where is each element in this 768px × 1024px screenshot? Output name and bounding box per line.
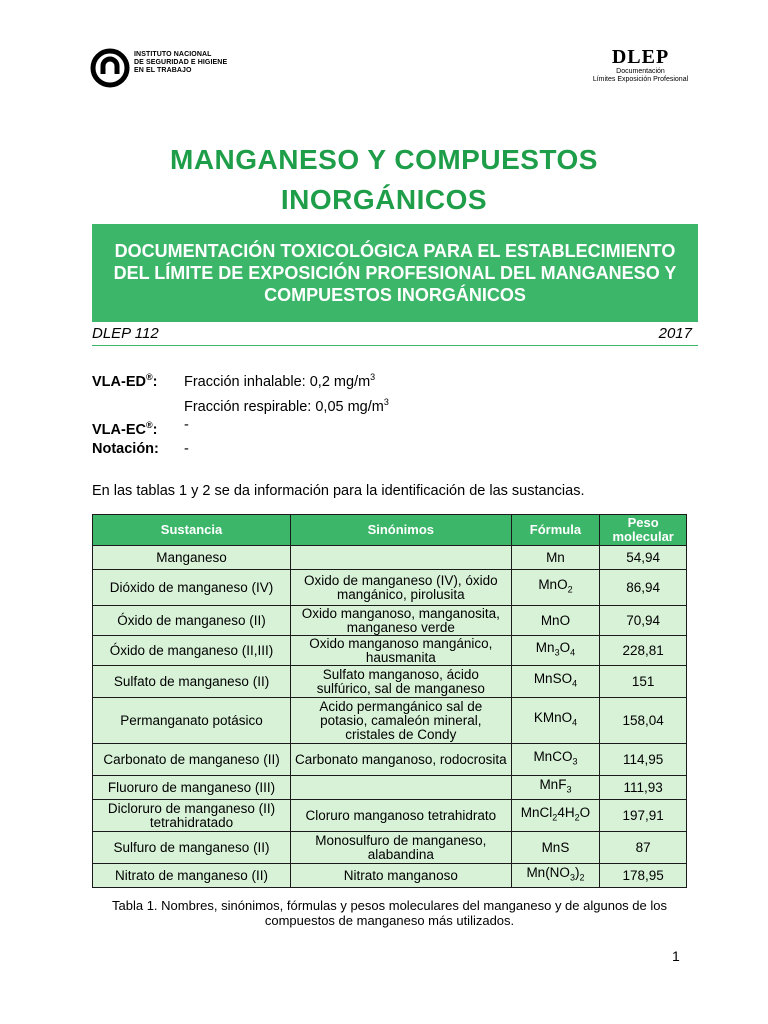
- formula-part: Mn: [546, 549, 565, 565]
- formula-part: MnF: [539, 777, 567, 793]
- cell-peso: 70,94: [600, 606, 687, 636]
- cell-formula: [511, 864, 600, 888]
- cell-formula: [511, 776, 600, 800]
- formula-subscript: 3: [566, 784, 572, 795]
- vla-ec-value: -: [184, 417, 189, 433]
- vla-ec-label: VLA-EC®:: [92, 420, 158, 438]
- formula-subscript: 3: [569, 872, 575, 883]
- cell-formula: [511, 744, 600, 776]
- formula-part: O: [579, 805, 591, 821]
- cell-sustancia: Óxido de manganeso (II,III): [93, 636, 291, 666]
- formula-part: Mn(NO: [526, 865, 570, 881]
- table-header-row: [93, 515, 687, 546]
- cell-peso: 111,93: [600, 776, 687, 800]
- cell-peso: 158,04: [600, 698, 687, 744]
- formula-part: MnS: [541, 839, 570, 855]
- cell-peso: 54,94: [600, 546, 687, 570]
- cell-sinonimos: Acido permangánico sal de potasio, camaleón mineral, cristales de Condy: [291, 698, 512, 744]
- cell-sinonimos: Oxido manganoso mangánico, hausmanita: [291, 636, 512, 666]
- substances-table: [92, 514, 687, 888]
- formula-part: KMnO: [533, 710, 573, 726]
- table-row: [93, 666, 687, 698]
- cell-sustancia: Carbonato de manganeso (II): [93, 744, 291, 776]
- doc-code: DLEP 112: [92, 325, 159, 342]
- vla-ed-label: VLA-ED®:: [92, 372, 158, 390]
- cell-formula: [511, 570, 600, 606]
- cell-peso: 178,95: [600, 864, 687, 888]
- insht-logo: [90, 46, 230, 90]
- cell-sustancia: Dicloruro de manganeso (II) tetrahidratado: [93, 800, 291, 832]
- table-row: [93, 606, 687, 636]
- subtitle-banner: [92, 224, 698, 322]
- cell-formula: [511, 800, 600, 832]
- dlep-mark: DLEP: [611, 46, 670, 68]
- cell-sinonimos: Monosulfuro de manganeso, alabandina: [291, 832, 512, 864]
- table-row: [93, 800, 687, 832]
- formula-part: O: [559, 640, 571, 656]
- formula-subscript: 2: [552, 812, 558, 823]
- table-row: [93, 698, 687, 744]
- cell-peso: 151: [600, 666, 687, 698]
- insht-logo-icon: [90, 48, 130, 88]
- dlep-logo: [578, 46, 703, 92]
- cell-formula: [511, 636, 600, 666]
- document-title: MANGANESO Y COMPUESTOS INORGÁNICOS: [170, 144, 598, 215]
- cell-sustancia: Sulfuro de manganeso (II): [93, 832, 291, 864]
- header-sinonimos: Sinónimos: [291, 515, 512, 546]
- doc-year: 2017: [658, 325, 692, 342]
- formula-part: ): [574, 865, 580, 881]
- cell-sinonimos: [291, 546, 512, 570]
- cell-sustancia: Manganeso: [93, 546, 291, 570]
- cell-sustancia: Fluoruro de manganeso (III): [93, 776, 291, 800]
- cell-sustancia: Nitrato de manganeso (II): [93, 864, 291, 888]
- formula-subscript: 3: [554, 647, 560, 658]
- dlep-sub-1: Documentación: [616, 68, 665, 75]
- cell-formula: [511, 546, 600, 570]
- formula-subscript: 4: [570, 647, 576, 658]
- formula-part: MnSO: [533, 671, 573, 687]
- page-number: 1: [672, 948, 680, 964]
- cell-formula: [511, 698, 600, 744]
- formula-subscript: 3: [572, 756, 578, 767]
- table-row: [93, 832, 687, 864]
- formula-subscript: 4: [572, 678, 578, 689]
- vla-ed-respirable: Fracción respirable: 0,05 $mg/m^3$: [184, 397, 389, 415]
- cell-formula: [511, 666, 600, 698]
- insht-name: INSTITUTO NACIONAL DE SEGURIDAD E HIGIENE EN EL TRABAJO: [134, 51, 228, 74]
- formula-part: MnCO: [533, 749, 573, 765]
- formula-part: MnCl: [520, 805, 553, 821]
- cell-sinonimos: Nitrato manganoso: [291, 864, 512, 888]
- formula-subscript: 2: [567, 584, 573, 595]
- notacion-value: -: [184, 441, 189, 457]
- vla-ed-inhalable: Fracción inhalable: 0,2 $mg/m^3$: [184, 372, 376, 390]
- formula-subscript: 2: [574, 812, 580, 823]
- cell-sinonimos: Cloruro manganoso tetrahidrato: [291, 800, 512, 832]
- header-sustancia: Sustancia: [93, 515, 291, 546]
- table-caption: Tabla 1. Nombres, sinónimos, fórmulas y pesos moleculares del manganeso y de algunos de los compuestos de manganeso más utilizados.: [112, 898, 667, 928]
- cell-peso: 197,91: [600, 800, 687, 832]
- cell-sinonimos: Oxido de manganeso (IV), óxido mangánico, pirolusita: [291, 570, 512, 606]
- cell-sinonimos: Sulfato manganoso, ácido sulfúrico, sal de manganeso: [291, 666, 512, 698]
- dlep-sub-2: Límites Exposición Profesional: [592, 76, 689, 83]
- cell-peso: 114,95: [600, 744, 687, 776]
- formula-subscript: 2: [579, 872, 585, 883]
- header-peso: Peso molecular: [600, 515, 687, 546]
- cell-sustancia: Sulfato de manganeso (II): [93, 666, 291, 698]
- cell-formula: [511, 606, 600, 636]
- doc-code-row: [92, 323, 698, 346]
- table-row: [93, 546, 687, 570]
- cell-sustancia: Dióxido de manganeso (IV): [93, 570, 291, 606]
- cell-sustancia: Permanganato potásico: [93, 698, 291, 744]
- cell-peso: 86,94: [600, 570, 687, 606]
- header-formula: Fórmula: [511, 515, 600, 546]
- table-row: [93, 744, 687, 776]
- formula-part: MnO: [540, 612, 571, 628]
- formula-subscript: 4: [572, 717, 578, 728]
- table-row: [93, 570, 687, 606]
- intro-paragraph: En las tablas 1 y 2 se da información para la identificación de las sustancias.: [92, 483, 585, 499]
- notacion-label: Notación:: [92, 441, 159, 457]
- formula-part: 4H: [557, 805, 575, 821]
- table-row: [93, 864, 687, 888]
- cell-peso: 228,81: [600, 636, 687, 666]
- formula-part: Mn: [535, 640, 555, 656]
- cell-sinonimos: [291, 776, 512, 800]
- table-row: [93, 636, 687, 666]
- cell-formula: [511, 832, 600, 864]
- cell-sinonimos: Oxido manganoso, manganosita, manganeso verde: [291, 606, 512, 636]
- cell-sinonimos: Carbonato manganoso, rodocrosita: [291, 744, 512, 776]
- banner-text: DOCUMENTACIÓN TOXICOLÓGICA PARA EL ESTABLECIMIENTO DEL LÍMITE DE EXPOSICIÓN PROFESIONAL DEL MANGANESO Y COMPUESTOS INORGÁNICOS: [113, 241, 677, 305]
- cell-peso: 87: [600, 832, 687, 864]
- table-body: [93, 546, 687, 888]
- table-row: [93, 776, 687, 800]
- formula-part: MnO: [538, 577, 568, 593]
- cell-sustancia: Óxido de manganeso (II): [93, 606, 291, 636]
